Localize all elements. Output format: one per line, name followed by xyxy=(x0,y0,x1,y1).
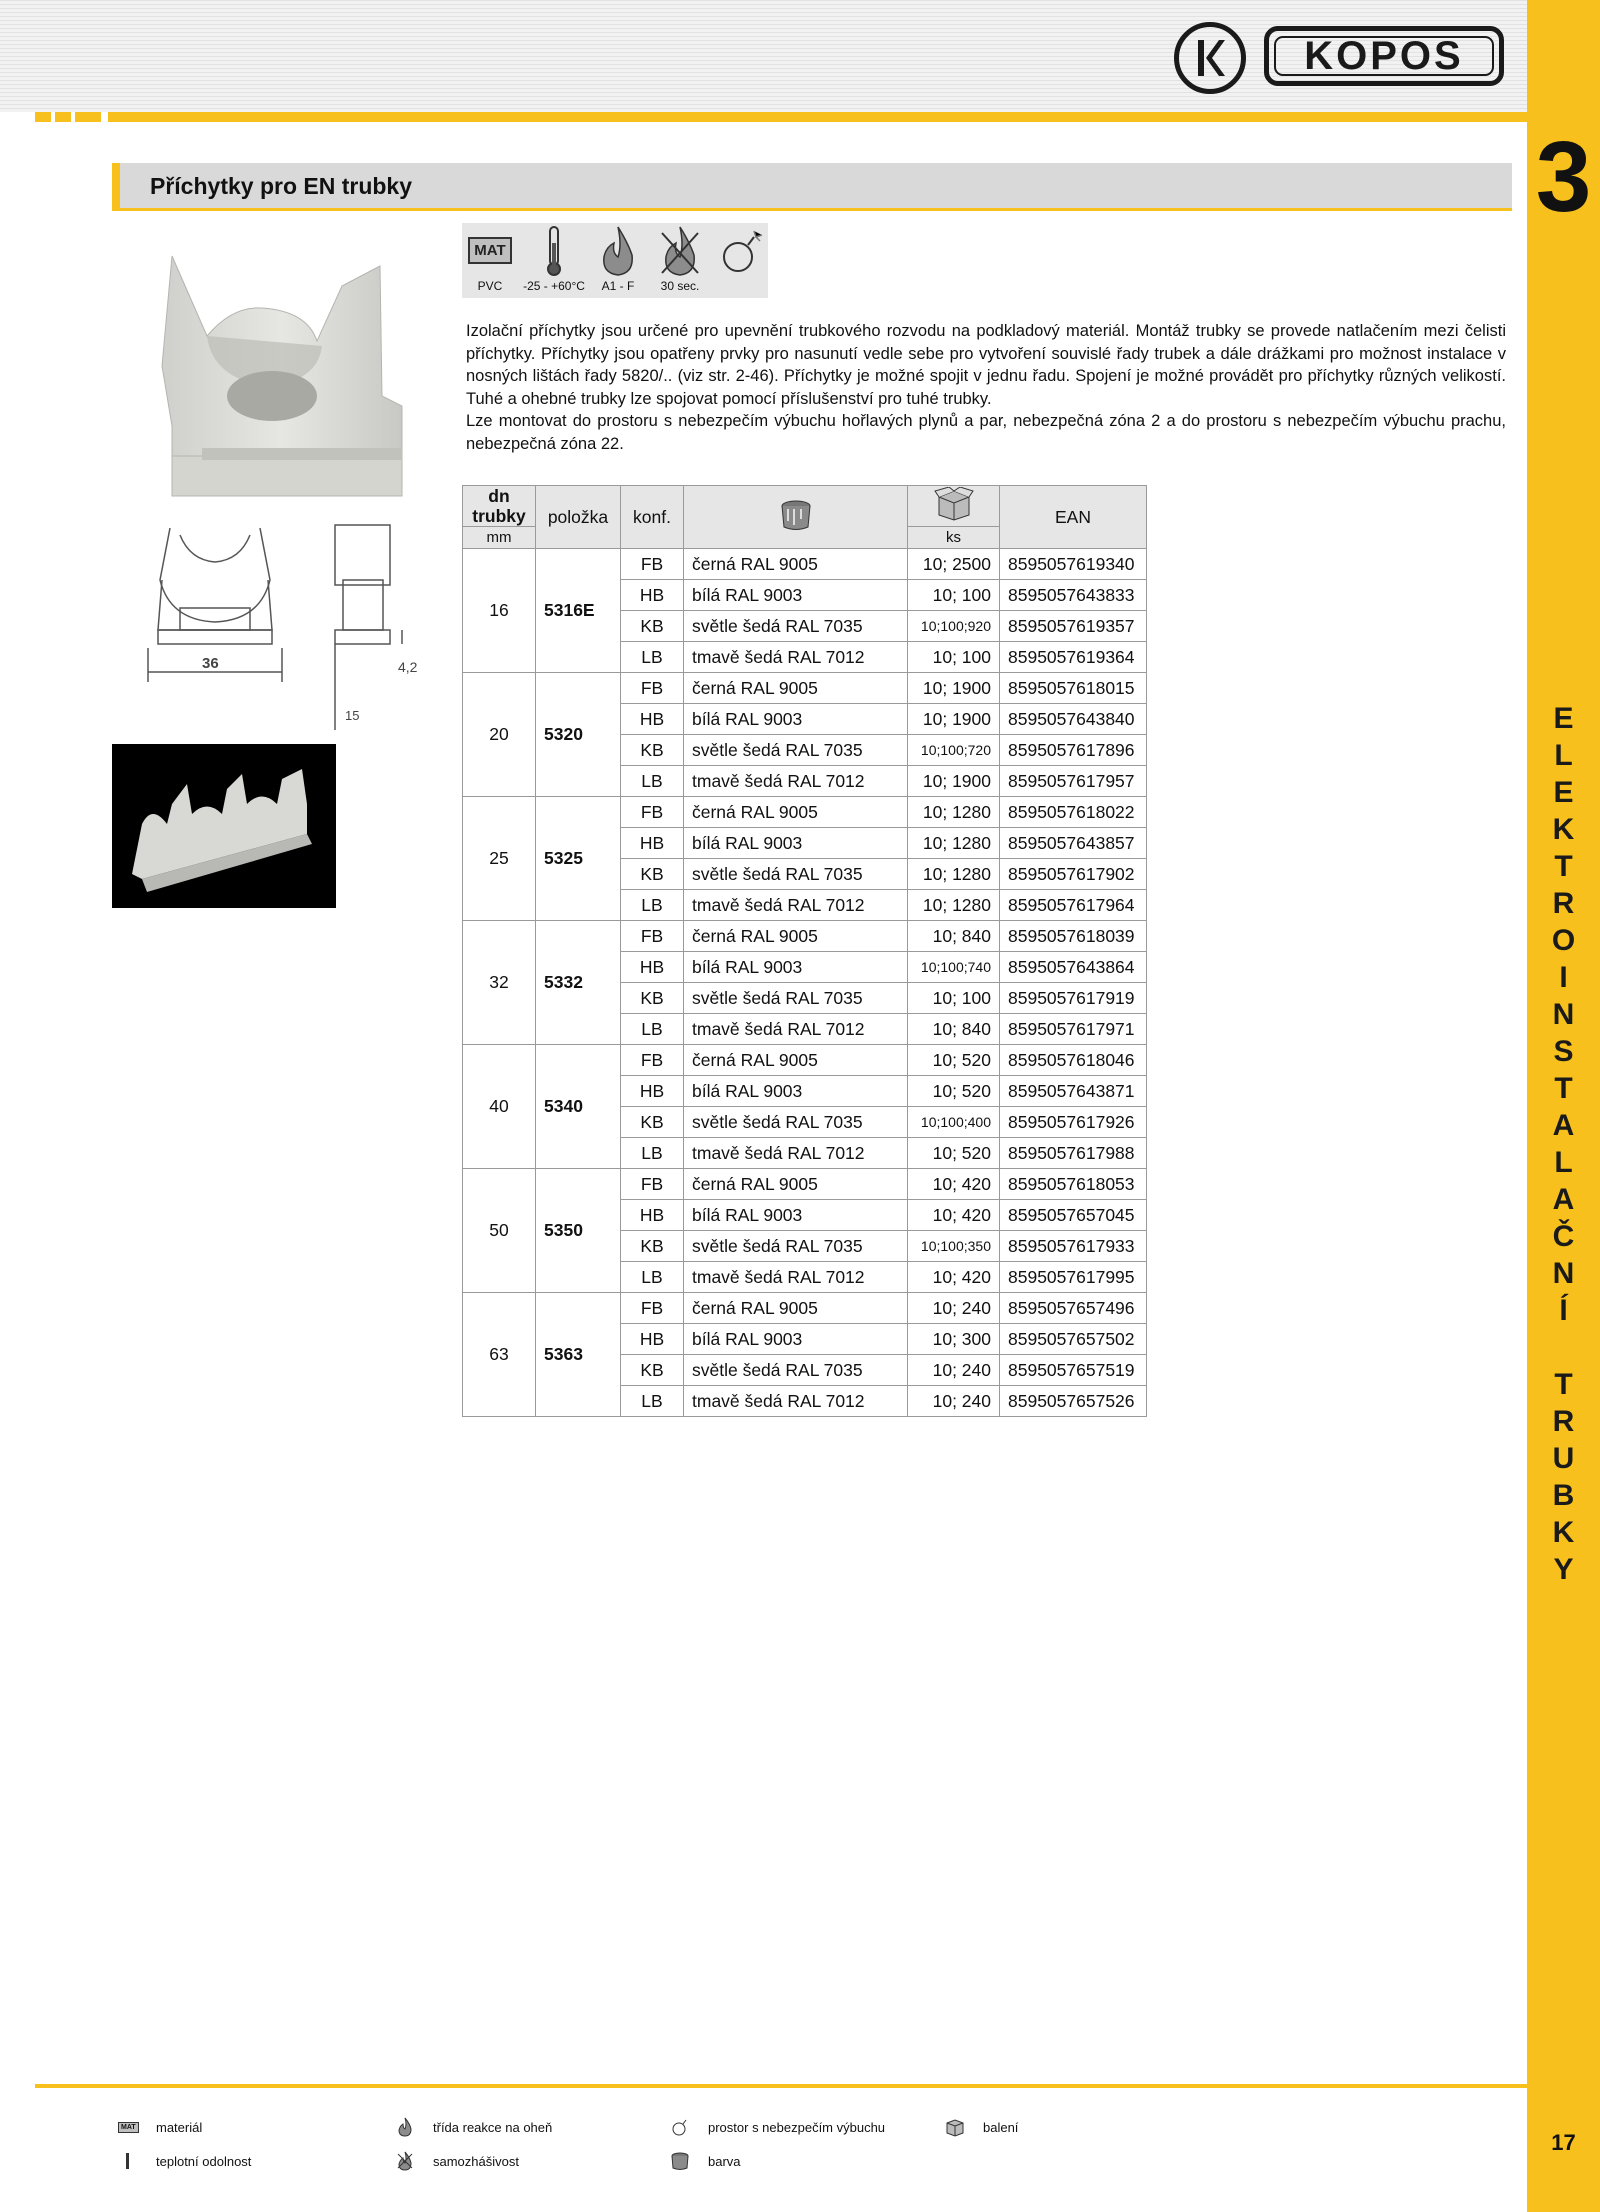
kopos-logo xyxy=(1264,26,1504,86)
cell-conf: KB xyxy=(621,983,684,1014)
cell-ean: 8595057643857 xyxy=(1000,828,1147,859)
box-icon xyxy=(945,2117,965,2137)
cell-ean: 8595057618039 xyxy=(1000,921,1147,952)
cell-conf: HB xyxy=(621,1200,684,1231)
cell-packaging: 10; 520 xyxy=(908,1045,1000,1076)
property-fire-class: A1 - F xyxy=(590,223,646,298)
cell-color: bílá RAL 9003 xyxy=(684,704,908,735)
chapter-title-letter: S xyxy=(1553,1035,1574,1068)
mat-badge: MAT xyxy=(468,237,511,264)
cell-conf: FB xyxy=(621,1293,684,1324)
cell-dn: 32 xyxy=(463,921,536,1045)
cell-ean: 8595057657496 xyxy=(1000,1293,1147,1324)
chapter-title-letter: R xyxy=(1552,887,1575,920)
cell-conf: FB xyxy=(621,1169,684,1200)
col-unit-mm: mm xyxy=(463,527,536,549)
cell-packaging: 10; 1900 xyxy=(908,673,1000,704)
col-header-conf: konf. xyxy=(621,486,684,549)
cell-ean: 8595057618015 xyxy=(1000,673,1147,704)
chapter-title-letter: I xyxy=(1559,961,1568,994)
chapter-title-letter: T xyxy=(1554,1368,1573,1401)
cell-color: černá RAL 9005 xyxy=(684,921,908,952)
col-header-item: položka xyxy=(536,486,621,549)
cell-color: černá RAL 9005 xyxy=(684,673,908,704)
page-title: Příchytky pro EN trubky xyxy=(150,173,413,199)
chapter-title-letter: L xyxy=(1554,1146,1573,1179)
cell-item-code: 5350 xyxy=(536,1169,621,1293)
cell-conf: LB xyxy=(621,1138,684,1169)
cell-ean: 8595057617988 xyxy=(1000,1138,1147,1169)
property-self-extinguish: 30 sec. xyxy=(650,223,710,298)
property-temperature: -25 - +60°C xyxy=(522,223,586,298)
cell-packaging: 10; 300 xyxy=(908,1324,1000,1355)
cell-ean: 8595057643864 xyxy=(1000,952,1147,983)
property-material: MAT PVC xyxy=(462,223,518,298)
cell-item-code: 5320 xyxy=(536,673,621,797)
cell-color: černá RAL 9005 xyxy=(684,549,908,580)
cell-packaging: 10; 1900 xyxy=(908,704,1000,735)
cell-conf: KB xyxy=(621,1355,684,1386)
self-extinguish-icon xyxy=(395,2151,415,2171)
box-icon xyxy=(933,487,975,521)
self-extinguish-icon xyxy=(650,225,710,277)
cell-conf: FB xyxy=(621,921,684,952)
cell-packaging: 10; 240 xyxy=(908,1386,1000,1417)
cell-conf: FB xyxy=(621,797,684,828)
chapter-title-letter: N xyxy=(1552,1257,1575,1290)
properties-strip xyxy=(462,223,768,298)
chapter-title-letter: N xyxy=(1552,998,1575,1031)
cell-packaging: 10;100;720 xyxy=(908,735,1000,766)
bomb-icon xyxy=(670,2117,690,2137)
cell-packaging: 10; 100 xyxy=(908,983,1000,1014)
property-explosive-area xyxy=(714,223,766,298)
header-dash xyxy=(35,112,51,122)
cell-item-code: 5316E xyxy=(536,549,621,673)
product-table xyxy=(462,485,1147,1417)
cell-packaging: 10; 840 xyxy=(908,921,1000,952)
cell-dn: 63 xyxy=(463,1293,536,1417)
chapter-title-letter: A xyxy=(1552,1183,1575,1216)
cell-color: světle šedá RAL 7035 xyxy=(684,1107,908,1138)
cell-conf: LB xyxy=(621,1262,684,1293)
drawing-dim-offset: 4,2 xyxy=(398,659,418,675)
kopos-logo-emblem xyxy=(1174,22,1246,94)
table-row xyxy=(463,797,1147,828)
cell-packaging: 10; 1900 xyxy=(908,766,1000,797)
paint-bucket-icon xyxy=(779,499,813,531)
cell-dn: 50 xyxy=(463,1169,536,1293)
cell-color: bílá RAL 9003 xyxy=(684,952,908,983)
drawing-dim-width: 36 xyxy=(202,655,219,672)
cell-conf: LB xyxy=(621,642,684,673)
cell-conf: KB xyxy=(621,735,684,766)
cell-packaging: 10; 420 xyxy=(908,1200,1000,1231)
clips-row-photo xyxy=(112,744,336,908)
cell-ean: 8595057619357 xyxy=(1000,611,1147,642)
drawing-dim-height: 15 xyxy=(345,708,360,723)
cell-ean: 8595057617933 xyxy=(1000,1231,1147,1262)
header-rule xyxy=(108,112,1527,122)
chapter-title-letter: R xyxy=(1552,1405,1575,1438)
cell-color: světle šedá RAL 7035 xyxy=(684,1355,908,1386)
cell-ean: 8595057617926 xyxy=(1000,1107,1147,1138)
cell-ean: 8595057643871 xyxy=(1000,1076,1147,1107)
cell-ean: 8595057617995 xyxy=(1000,1262,1147,1293)
cell-ean: 8595057618053 xyxy=(1000,1169,1147,1200)
cell-packaging: 10; 100 xyxy=(908,642,1000,673)
cell-packaging: 10; 2500 xyxy=(908,549,1000,580)
footer-rule xyxy=(35,2084,1527,2088)
cell-packaging: 10; 1280 xyxy=(908,859,1000,890)
thermometer-icon xyxy=(118,2151,138,2171)
chapter-title-letter: E xyxy=(1553,702,1574,735)
chapter-title-letter: L xyxy=(1554,739,1573,772)
cell-ean: 8595057617919 xyxy=(1000,983,1147,1014)
cell-packaging: 10; 240 xyxy=(908,1355,1000,1386)
chapter-title-vertical xyxy=(1527,700,1600,1588)
cell-ean: 8595057657502 xyxy=(1000,1324,1147,1355)
cell-color: světle šedá RAL 7035 xyxy=(684,611,908,642)
cell-item-code: 5325 xyxy=(536,797,621,921)
cell-item-code: 5332 xyxy=(536,921,621,1045)
table-row xyxy=(463,673,1147,704)
cell-ean: 8595057618046 xyxy=(1000,1045,1147,1076)
page-number: 17 xyxy=(1551,2130,1576,2155)
cell-color: tmavě šedá RAL 7012 xyxy=(684,890,908,921)
cell-packaging: 10; 1280 xyxy=(908,828,1000,859)
cell-color: tmavě šedá RAL 7012 xyxy=(684,1262,908,1293)
flame-icon xyxy=(395,2117,415,2137)
cell-ean: 8595057619340 xyxy=(1000,549,1147,580)
cell-conf: HB xyxy=(621,704,684,735)
paint-bucket-icon xyxy=(670,2151,690,2171)
cell-packaging: 10; 420 xyxy=(908,1169,1000,1200)
flame-icon xyxy=(590,225,646,277)
col-unit-ks: ks xyxy=(908,527,1000,549)
description-paragraph: Izolační příchytky jsou určené pro upevnění trubkového rozvodu na podkladový materiál. Montáž trubky se provede natlačením mezi čelisti příchytky. Příchytky jsou opatřeny prvky pro nasunutí vedle sebe pro vytvoření souvislé řady trubek a dále drážkami pro možnost instalace v nosných lištách řady 5820/.. (viz str. 2-46). Příchytky je možné spojit v jednu řadu. Spojení je možné provádět pro příchytky různých velikostí. Tuhé a ohebné trubky lze spojovat pomocí příslušenství pro tuhé trubky. xyxy=(466,322,1506,408)
cell-ean: 8595057643840 xyxy=(1000,704,1147,735)
cell-ean: 8595057617902 xyxy=(1000,859,1147,890)
cell-ean: 8595057657519 xyxy=(1000,1355,1147,1386)
cell-packaging: 10; 840 xyxy=(908,1014,1000,1045)
cell-ean: 8595057657045 xyxy=(1000,1200,1147,1231)
cell-dn: 40 xyxy=(463,1045,536,1169)
cell-color: tmavě šedá RAL 7012 xyxy=(684,642,908,673)
table-row xyxy=(463,1045,1147,1076)
cell-conf: HB xyxy=(621,952,684,983)
cell-ean: 8595057617957 xyxy=(1000,766,1147,797)
chapter-title-letter: B xyxy=(1552,1479,1575,1512)
chapter-title-letter: E xyxy=(1553,776,1574,809)
section-title-bar xyxy=(112,163,1512,211)
cell-color: světle šedá RAL 7035 xyxy=(684,1231,908,1262)
cell-conf: LB xyxy=(621,1386,684,1417)
col-header-packaging xyxy=(908,486,1000,527)
cell-conf: KB xyxy=(621,859,684,890)
cell-conf: FB xyxy=(621,1045,684,1076)
cell-packaging: 10;100;400 xyxy=(908,1107,1000,1138)
table-row xyxy=(463,549,1147,580)
product-photo xyxy=(112,226,442,526)
cell-packaging: 10; 520 xyxy=(908,1138,1000,1169)
thermometer-icon xyxy=(522,225,586,277)
cell-conf: FB xyxy=(621,673,684,704)
chapter-title-letter: Í xyxy=(1559,1294,1568,1327)
col-header-dn: dn trubky xyxy=(463,486,536,527)
cell-color: bílá RAL 9003 xyxy=(684,1076,908,1107)
chapter-title-letter: A xyxy=(1552,1109,1575,1142)
chapter-title-letter: K xyxy=(1552,813,1575,846)
cell-conf: LB xyxy=(621,1014,684,1045)
cell-item-code: 5340 xyxy=(536,1045,621,1169)
cell-color: světle šedá RAL 7035 xyxy=(684,859,908,890)
cell-color: bílá RAL 9003 xyxy=(684,1200,908,1231)
chapter-title-letter xyxy=(1527,1329,1600,1366)
cell-color: tmavě šedá RAL 7012 xyxy=(684,1014,908,1045)
cell-color: bílá RAL 9003 xyxy=(684,580,908,611)
cell-color: světle šedá RAL 7035 xyxy=(684,983,908,1014)
cell-conf: LB xyxy=(621,890,684,921)
cell-conf: HB xyxy=(621,1324,684,1355)
chapter-title-letter: T xyxy=(1554,850,1573,883)
cell-dn: 16 xyxy=(463,549,536,673)
cell-ean: 8595057643833 xyxy=(1000,580,1147,611)
cell-color: tmavě šedá RAL 7012 xyxy=(684,766,908,797)
cell-packaging: 10; 100 xyxy=(908,580,1000,611)
col-header-ean: EAN xyxy=(1000,486,1147,549)
cell-dn: 20 xyxy=(463,673,536,797)
table-row xyxy=(463,1293,1147,1324)
cell-color: černá RAL 9005 xyxy=(684,1169,908,1200)
chapter-title-letter: K xyxy=(1552,1516,1575,1549)
chapter-title-letter: O xyxy=(1551,924,1576,957)
col-header-color xyxy=(684,486,908,549)
cell-color: černá RAL 9005 xyxy=(684,1045,908,1076)
cell-packaging: 10; 1280 xyxy=(908,890,1000,921)
cell-ean: 8595057619364 xyxy=(1000,642,1147,673)
cell-conf: KB xyxy=(621,1231,684,1262)
cell-conf: HB xyxy=(621,1076,684,1107)
cell-packaging: 10;100;920 xyxy=(908,611,1000,642)
chapter-title-letter: T xyxy=(1554,1072,1573,1105)
chapter-number: 3 xyxy=(1535,121,1592,233)
cell-ean: 8595057617971 xyxy=(1000,1014,1147,1045)
technical-drawing xyxy=(140,520,430,730)
cell-color: černá RAL 9005 xyxy=(684,797,908,828)
chapter-title-letter: Y xyxy=(1553,1553,1574,1586)
cell-conf: KB xyxy=(621,611,684,642)
brand-name: KOPOS xyxy=(1274,36,1494,76)
cell-conf: LB xyxy=(621,766,684,797)
header-dash xyxy=(55,112,71,122)
cell-packaging: 10; 1280 xyxy=(908,797,1000,828)
product-description xyxy=(466,320,1506,455)
cell-color: bílá RAL 9003 xyxy=(684,1324,908,1355)
cell-ean: 8595057657526 xyxy=(1000,1386,1147,1417)
cell-conf: HB xyxy=(621,828,684,859)
cell-ean: 8595057617964 xyxy=(1000,890,1147,921)
cell-color: tmavě šedá RAL 7012 xyxy=(684,1386,908,1417)
cell-packaging: 10;100;740 xyxy=(908,952,1000,983)
cell-ean: 8595057617896 xyxy=(1000,735,1147,766)
cell-packaging: 10; 240 xyxy=(908,1293,1000,1324)
cell-dn: 25 xyxy=(463,797,536,921)
cell-packaging: 10; 520 xyxy=(908,1076,1000,1107)
cell-color: černá RAL 9005 xyxy=(684,1293,908,1324)
chapter-title-letter: Č xyxy=(1552,1220,1575,1253)
mat-badge-icon: MAT xyxy=(118,2117,138,2137)
description-paragraph: Lze montovat do prostoru s nebezpečím výbuchu hořlavých plynů a par, nebezpečná zóna 2 a do prostoru s nebezpečím výbuchu prachu, nebezpečná zóna 22. xyxy=(466,412,1506,453)
cell-packaging: 10;100;350 xyxy=(908,1231,1000,1262)
table-row xyxy=(463,921,1147,952)
cell-ean: 8595057618022 xyxy=(1000,797,1147,828)
cell-conf: FB xyxy=(621,549,684,580)
cell-conf: KB xyxy=(621,1107,684,1138)
bomb-icon xyxy=(714,225,766,277)
cell-packaging: 10; 420 xyxy=(908,1262,1000,1293)
cell-conf: HB xyxy=(621,580,684,611)
cell-color: bílá RAL 9003 xyxy=(684,828,908,859)
cell-item-code: 5363 xyxy=(536,1293,621,1417)
chapter-title-letter: U xyxy=(1552,1442,1575,1475)
cell-color: tmavě šedá RAL 7012 xyxy=(684,1138,908,1169)
header-dash xyxy=(75,112,101,122)
table-row xyxy=(463,1169,1147,1200)
cell-color: světle šedá RAL 7035 xyxy=(684,735,908,766)
